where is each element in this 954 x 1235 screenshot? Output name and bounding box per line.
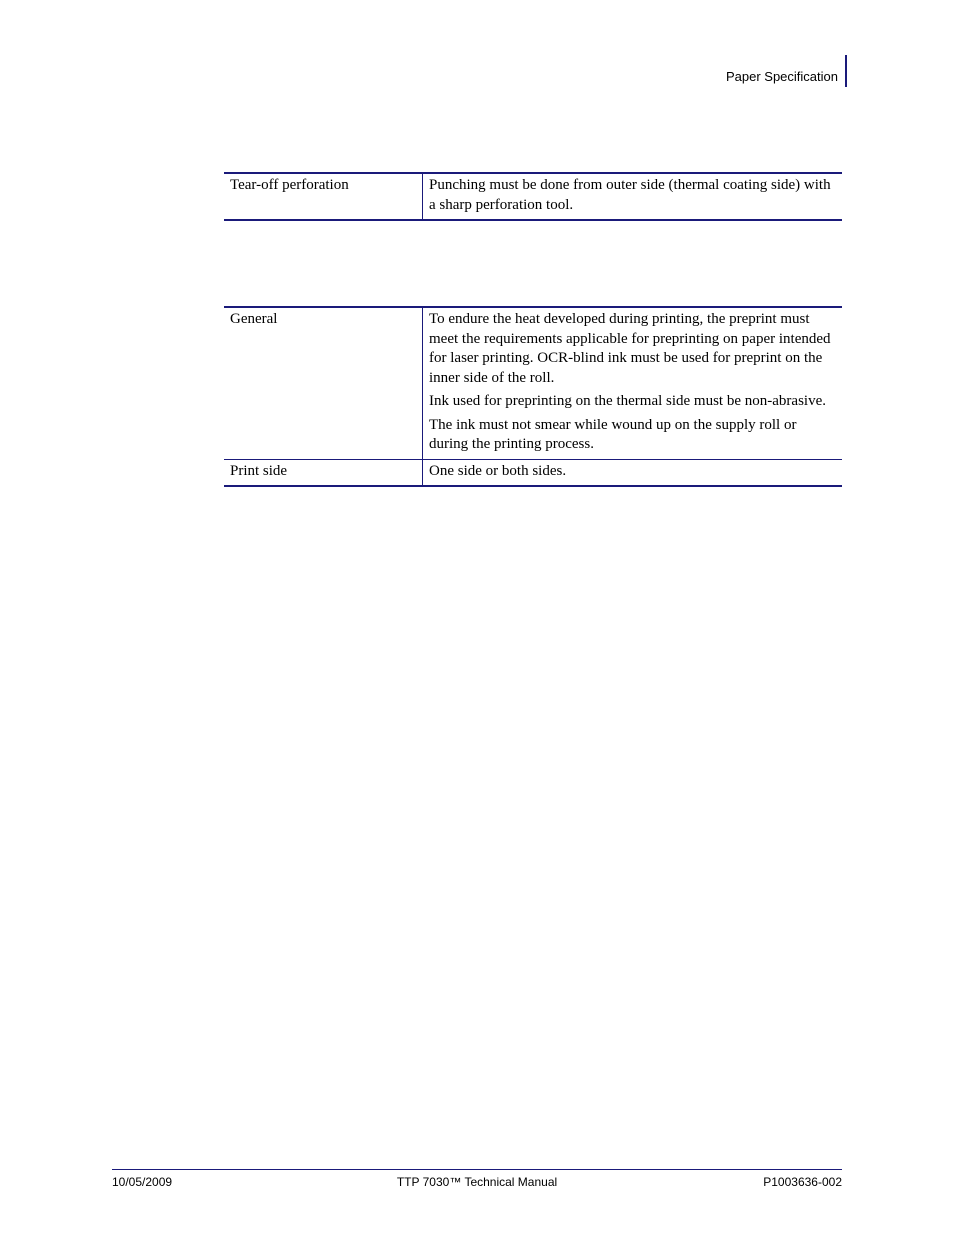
row-paragraph: Punching must be done from outer side (thermal coating side) with a sharp perforation tool.	[429, 177, 831, 213]
row-value	[423, 459, 843, 486]
row-value	[423, 307, 843, 459]
preprint-spec-table	[224, 306, 842, 487]
header-section-title: Paper Specification	[725, 69, 838, 84]
row-label: General	[224, 307, 423, 459]
footer-part-number: P1003636-002	[763, 1175, 842, 1189]
row-label: Tear-off perforation	[224, 173, 423, 220]
table-row	[224, 173, 842, 220]
table-row	[224, 459, 842, 486]
row-paragraph: One side or both sides.	[429, 462, 567, 479]
tear-off-spec-table	[224, 172, 842, 221]
row-label: Print side	[224, 459, 423, 486]
row-paragraph: To endure the heat developed during printing, the preprint must meet the requirements applicable for preprinting on paper intended for laser printing. OCR-blind ink must be used for preprint on the inner side of the roll.	[429, 311, 831, 386]
table-row	[224, 307, 842, 459]
footer-rule	[112, 1169, 842, 1170]
row-value	[423, 173, 843, 220]
footer-manual-title: TTP 7030™ Technical Manual	[396, 1175, 558, 1189]
header-accent-bar	[845, 55, 847, 87]
footer-date: 10/05/2009	[112, 1175, 173, 1189]
row-paragraph: Ink used for preprinting on the thermal side must be non-abrasive.	[429, 393, 826, 409]
row-paragraph: The ink must not smear while wound up on the supply roll or during the printing process.	[429, 416, 797, 452]
